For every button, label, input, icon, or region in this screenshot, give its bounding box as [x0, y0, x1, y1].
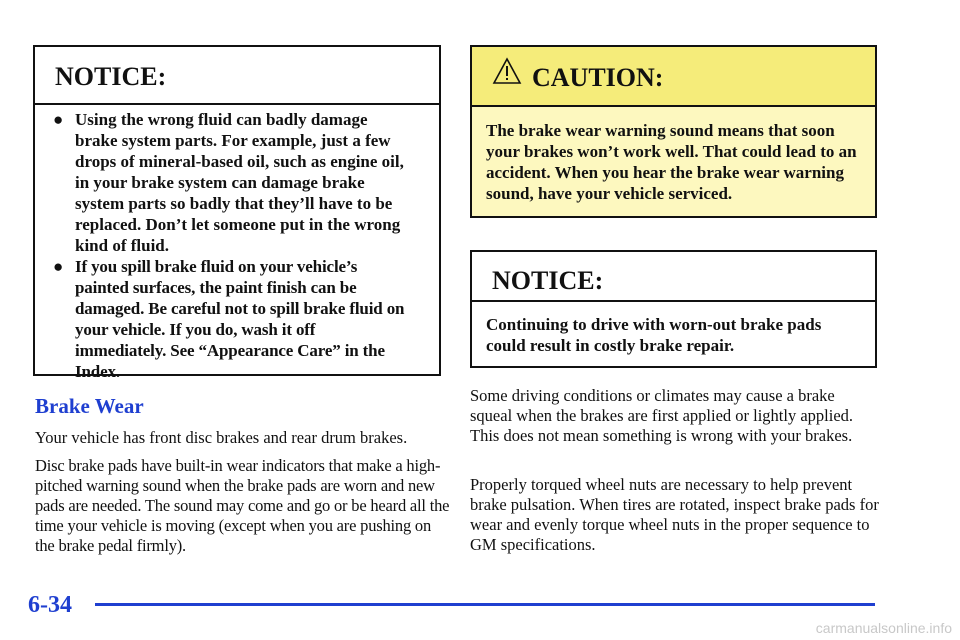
body-paragraph: Disc brake pads have built‐in wear indicators that make a high‐pitched warning sound when the brake pads are worn and new pads are needed. The sound may come and go or be heard all the time your vehicle is moving (except when you are pushing on the brake pedal firmly). — [35, 456, 450, 555]
bullet-icon: ● — [53, 110, 64, 129]
body-paragraph: Your vehicle has front disc brakes and rear drum brakes. — [35, 428, 408, 447]
notice-bullet — [53, 256, 409, 382]
caution-box — [470, 45, 877, 218]
page-number: 6-34 — [28, 592, 72, 618]
notice-box-fluid — [33, 45, 441, 381]
notice-heading: NOTICE: — [35, 47, 439, 105]
notice-bullet-text: Using the wrong fluid can badly damage brake system parts. For example, just a few drops of mineral‐based oil, such as engine oil, in your brake system can damage brake system parts so badly that they’ll have to be replaced. Don’t let someone put in the wrong kind of fluid. — [75, 110, 404, 255]
notice-text: Continuing to drive with worn‐out brake pads could result in costly brake repair. — [486, 315, 822, 355]
body-paragraph: Some driving conditions or climates may cause a brake squeal when the brakes are first applied or lightly applied. This does not mean something is wrong with your brakes. — [470, 386, 854, 445]
notice-bullet — [53, 109, 409, 256]
notice-body — [35, 105, 439, 382]
caution-header — [472, 47, 875, 107]
section-title: Brake Wear — [35, 394, 144, 418]
watermark: carmanualsonline.info — [815, 620, 952, 636]
caution-heading: CAUTION: — [532, 63, 664, 92]
notice-bullet-text: If you spill brake fluid on your vehicle’s painted surfaces, the paint finish can be damaged. Be careful not to spill brake fluid on your vehicle. If you do, wash it off immediately. See “Appearance Care” in the Index. — [75, 257, 405, 381]
footer-rule — [95, 603, 875, 606]
caution-text: The brake wear warning sound means that soon your brakes won’t work well. That could lead to an accident. When you hear the brake wear warning sound, have your vehicle serviced. — [472, 107, 875, 216]
notice-heading: NOTICE: — [472, 252, 875, 302]
notice-box-pads — [470, 250, 877, 368]
warning-triangle-icon — [492, 57, 522, 85]
body-paragraph: Properly torqued wheel nuts are necessary to help prevent brake pulsation. When tires are rotated, inspect brake pads for wear and evenly torque wheel nuts in the proper sequence to GM specifications. — [470, 475, 879, 554]
bullet-icon: ● — [53, 257, 64, 276]
